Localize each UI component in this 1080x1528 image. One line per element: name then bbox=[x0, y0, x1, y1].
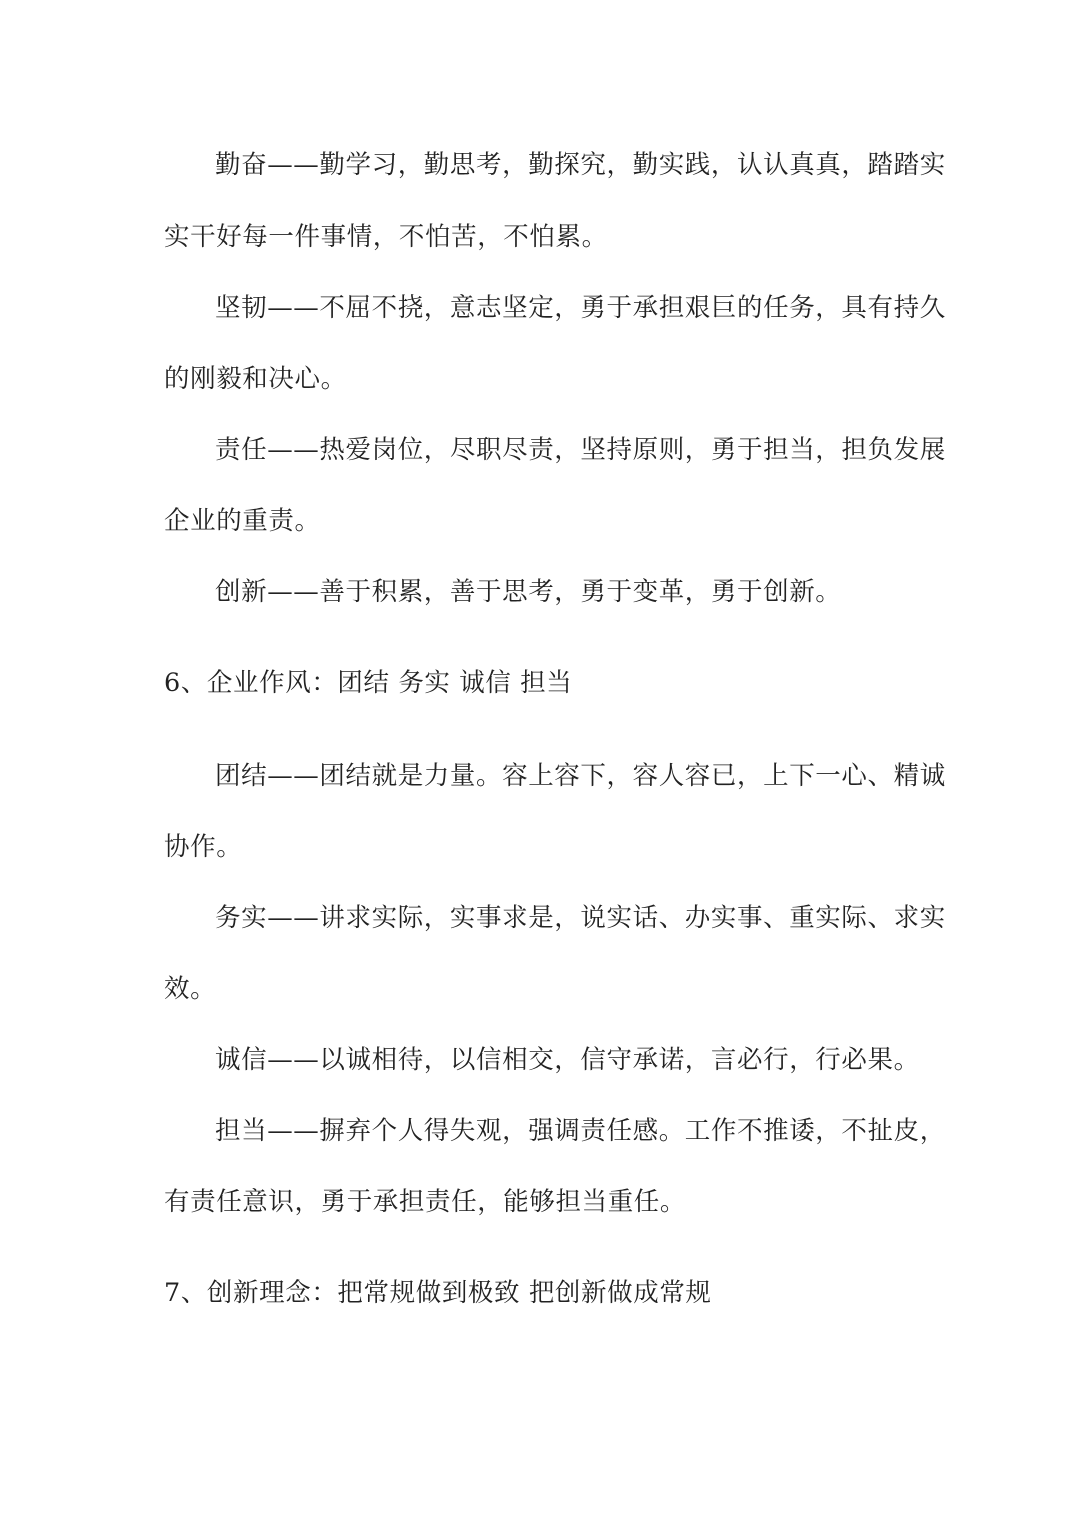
paragraph-chuangxin: 创新——善于积累，善于思考，勇于变革，勇于创新。 bbox=[215, 577, 842, 607]
paragraph-wushi-line-1: 务实——讲求实际，实事求是，说实话、办实事、重实际、求实 bbox=[215, 903, 946, 933]
section-heading-6: 6、企业作风：团结 务实 诚信 担当 bbox=[164, 668, 573, 698]
paragraph-zeren-line-2: 企业的重责。 bbox=[164, 506, 321, 536]
paragraph-dandang-line-1: 担当——摒弃个人得失观，强调责任感。工作不推诿，不扯皮， bbox=[215, 1116, 946, 1146]
paragraph-jianren-line-2: 的刚毅和决心。 bbox=[164, 364, 347, 394]
paragraph-jianren-line-1: 坚韧——不屈不挠，意志坚定，勇于承担艰巨的任务，具有持久 bbox=[215, 293, 946, 323]
section-heading-7: 7、创新理念：把常规做到极致 把创新做成常规 bbox=[164, 1278, 712, 1308]
paragraph-chengxin: 诚信——以诚相待，以信相交，信守承诺，言必行，行必果。 bbox=[215, 1045, 920, 1075]
paragraph-tuanjie-line-1: 团结——团结就是力量。容上容下，容人容已，上下一心、精诚 bbox=[215, 761, 946, 791]
paragraph-dandang-line-2: 有责任意识，勇于承担责任，能够担当重任。 bbox=[164, 1187, 687, 1217]
paragraph-tuanjie-line-2: 协作。 bbox=[164, 832, 243, 862]
paragraph-wushi-line-2: 效。 bbox=[164, 974, 217, 1004]
paragraph-zeren-line-1: 责任——热爱岗位，尽职尽责，坚持原则，勇于担当，担负发展 bbox=[215, 435, 946, 465]
paragraph-qinfen-line-1: 勤奋——勤学习，勤思考，勤探究，勤实践，认认真真，踏踏实 bbox=[215, 150, 946, 180]
paragraph-qinfen-line-2: 实干好每一件事情，不怕苦，不怕累。 bbox=[164, 222, 608, 252]
